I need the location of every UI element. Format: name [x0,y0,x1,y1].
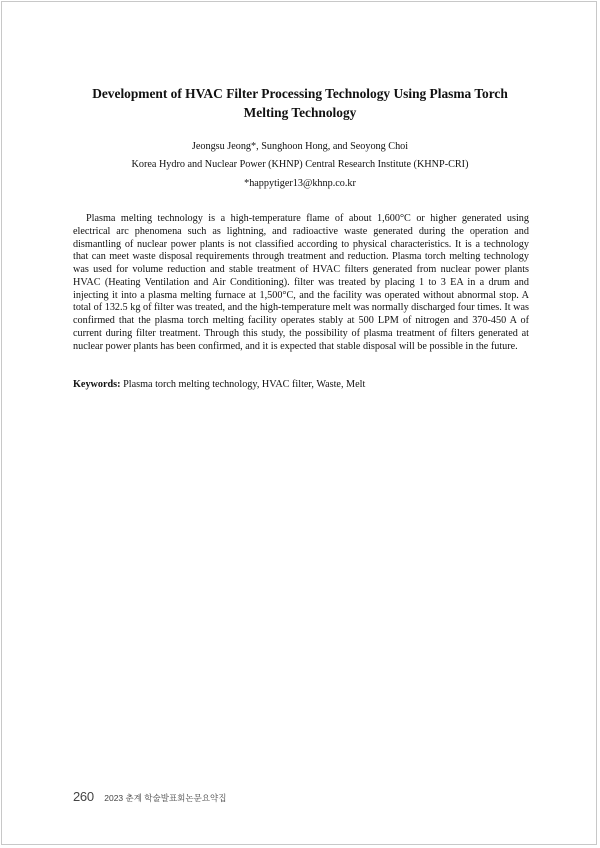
contact-email: *happytiger13@khnp.co.kr [244,178,356,189]
proceedings-title: 2023 춘계 학술발표회논문요약집 [104,793,227,803]
paper-title [60,84,540,122]
abstract: Plasma melting technology is a high-temperature flame of about 1,600°C or higher generated using electrical arc phenomena such as lightning, and radioactive waste generated during the operation and dismantling of nuclear power plants is not classified according to physical characteristics. It is a technology that can meet waste disposal requirements through treatment and reduction. Plasma torch melting technology was used for volume reduction and stable treatment of HVAC filters generated from nuclear power plants HVAC (Heating Ventilation and Air Conditioning). filter was treated by placing 1 to 3 EA in a drum and injecting it into a plasma melting furnace at 1,500°C, and the facility was operated without abnormal stop. A total of 132.5 kg of filter was treated, and the high-temperature melt was normally discharged four times. It was confirmed that the plasma torch melting facility operates stably at 500 LPM of nitrogen and 370-450 A of current during filter treatment. Through this study, the possibility of plasma treatment of filters generated at nuclear power plants has been confirmed, and it is expected that stable disposal will be possible in the future. [73,213,529,352]
authors: Jeongsu Jeong*, Sunghoon Hong, and Seoyong Choi [191,141,409,152]
page-border [1,1,597,845]
keywords [73,378,529,391]
page-number: 260 [73,789,94,804]
keywords-label: Keywords: [73,379,121,390]
page-footer [73,788,226,806]
affiliation: Korea Hydro and Nuclear Power (KHNP) Central Research Institute (KHNP-CRI) [131,159,469,170]
title-line-1: Development of HVAC Filter Processing Technology Using Plasma Torch [92,86,508,101]
keywords-text: Plasma torch melting technology, HVAC filter, Waste, Melt [123,379,366,390]
title-line-2: Melting Technology [243,105,357,120]
